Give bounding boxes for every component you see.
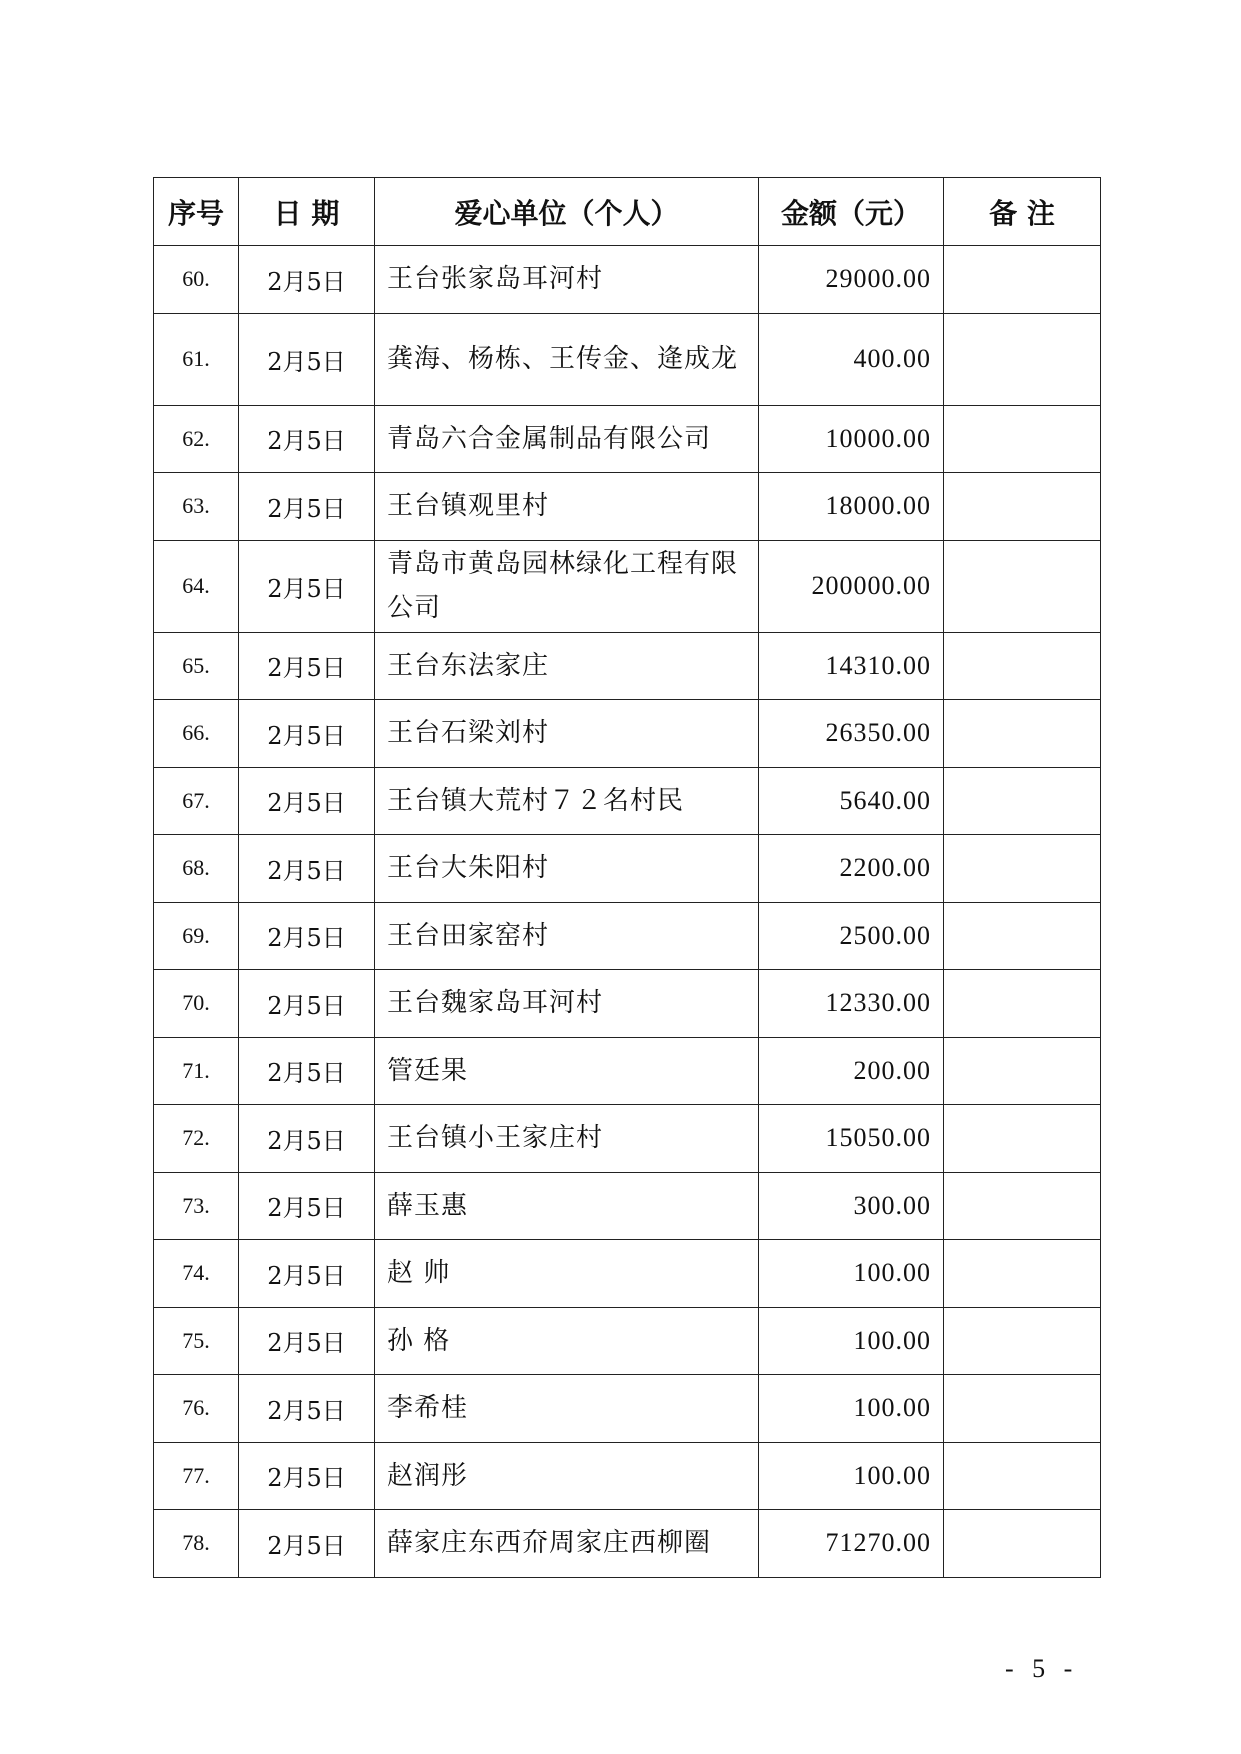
- row-date: 2月5日: [239, 1375, 375, 1443]
- row-amount: 14310.00: [759, 632, 944, 700]
- row-date: 2月5日: [239, 1307, 375, 1375]
- row-note: [944, 473, 1101, 541]
- row-no: 74.: [154, 1240, 239, 1308]
- row-note: [944, 902, 1101, 970]
- row-amount: 29000.00: [759, 246, 944, 314]
- table-row: [154, 1172, 1101, 1240]
- table-row: [154, 767, 1101, 835]
- row-note: [944, 1375, 1101, 1443]
- row-note: [944, 1240, 1101, 1308]
- row-date: 2月5日: [239, 970, 375, 1038]
- row-donor: 龚海、杨栋、王传金、逄成龙: [375, 313, 759, 405]
- row-date: 2月5日: [239, 246, 375, 314]
- row-donor: 王台镇大荒村７２名村民: [375, 767, 759, 835]
- row-note: [944, 1307, 1101, 1375]
- row-note: [944, 835, 1101, 903]
- row-no: 75.: [154, 1307, 239, 1375]
- row-date: 2月5日: [239, 1240, 375, 1308]
- row-no: 62.: [154, 405, 239, 473]
- page-number: - 5 -: [1005, 1654, 1079, 1683]
- row-amount: 200000.00: [759, 540, 944, 632]
- row-no: 70.: [154, 970, 239, 1038]
- row-donor: 青岛市黄岛园林绿化工程有限公司: [375, 540, 759, 632]
- row-date: 2月5日: [239, 835, 375, 903]
- table-row: [154, 405, 1101, 473]
- row-amount: 26350.00: [759, 700, 944, 768]
- row-amount: 400.00: [759, 313, 944, 405]
- row-date: 2月5日: [239, 632, 375, 700]
- row-no: 76.: [154, 1375, 239, 1443]
- row-amount: 5640.00: [759, 767, 944, 835]
- row-note: [944, 767, 1101, 835]
- row-note: [944, 313, 1101, 405]
- row-amount: 2200.00: [759, 835, 944, 903]
- row-note: [944, 1037, 1101, 1105]
- row-amount: 100.00: [759, 1375, 944, 1443]
- row-amount: 18000.00: [759, 473, 944, 541]
- row-note: [944, 1442, 1101, 1510]
- row-donor: 王台镇小王家庄村: [375, 1105, 759, 1173]
- table-row: [154, 1510, 1101, 1578]
- table-row: [154, 246, 1101, 314]
- row-no: 71.: [154, 1037, 239, 1105]
- row-donor: 薛家庄东西夼周家庄西柳圈: [375, 1510, 759, 1578]
- table-row: [154, 1240, 1101, 1308]
- table-row: [154, 835, 1101, 903]
- row-no: 68.: [154, 835, 239, 903]
- table-row: [154, 1037, 1101, 1105]
- row-donor: 青岛六合金属制品有限公司: [375, 405, 759, 473]
- row-donor: 王台魏家岛耳河村: [375, 970, 759, 1038]
- row-note: [944, 970, 1101, 1038]
- row-donor: 孙 格: [375, 1307, 759, 1375]
- row-date: 2月5日: [239, 405, 375, 473]
- row-no: 66.: [154, 700, 239, 768]
- row-note: [944, 632, 1101, 700]
- row-date: 2月5日: [239, 1510, 375, 1578]
- row-donor: 管廷果: [375, 1037, 759, 1105]
- row-amount: 10000.00: [759, 405, 944, 473]
- table-row: [154, 902, 1101, 970]
- row-donor: 王台镇观里村: [375, 473, 759, 541]
- table-row: [154, 632, 1101, 700]
- row-donor: 赵 帅: [375, 1240, 759, 1308]
- row-donor: 赵润彤: [375, 1442, 759, 1510]
- row-no: 61.: [154, 313, 239, 405]
- row-date: 2月5日: [239, 473, 375, 541]
- row-donor: 李希桂: [375, 1375, 759, 1443]
- table-row: [154, 1105, 1101, 1173]
- table-row: [154, 1442, 1101, 1510]
- row-no: 63.: [154, 473, 239, 541]
- donation-table: [153, 177, 1101, 1578]
- row-donor: 薛玉惠: [375, 1172, 759, 1240]
- row-donor: 王台田家窑村: [375, 902, 759, 970]
- row-no: 60.: [154, 246, 239, 314]
- row-amount: 15050.00: [759, 1105, 944, 1173]
- row-donor: 王台张家岛耳河村: [375, 246, 759, 314]
- row-amount: 12330.00: [759, 970, 944, 1038]
- header-amount: 金额（元）: [759, 178, 944, 246]
- row-amount: 100.00: [759, 1442, 944, 1510]
- table-row: [154, 1307, 1101, 1375]
- row-no: 78.: [154, 1510, 239, 1578]
- row-note: [944, 540, 1101, 632]
- row-date: 2月5日: [239, 1037, 375, 1105]
- row-donor: 王台东法家庄: [375, 632, 759, 700]
- header-donor: 爱心单位（个人）: [375, 178, 759, 246]
- header-no: 序号: [154, 178, 239, 246]
- row-date: 2月5日: [239, 767, 375, 835]
- row-amount: 200.00: [759, 1037, 944, 1105]
- row-date: 2月5日: [239, 1172, 375, 1240]
- row-no: 77.: [154, 1442, 239, 1510]
- table-row: [154, 970, 1101, 1038]
- table-header-row: [154, 178, 1101, 246]
- row-date: 2月5日: [239, 700, 375, 768]
- row-no: 69.: [154, 902, 239, 970]
- row-note: [944, 1105, 1101, 1173]
- row-amount: 71270.00: [759, 1510, 944, 1578]
- row-date: 2月5日: [239, 540, 375, 632]
- table-row: [154, 313, 1101, 405]
- table-row: [154, 700, 1101, 768]
- row-amount: 300.00: [759, 1172, 944, 1240]
- row-date: 2月5日: [239, 313, 375, 405]
- table-row: [154, 540, 1101, 632]
- row-no: 65.: [154, 632, 239, 700]
- header-date: 日 期: [239, 178, 375, 246]
- row-no: 67.: [154, 767, 239, 835]
- row-no: 72.: [154, 1105, 239, 1173]
- row-note: [944, 1172, 1101, 1240]
- row-amount: 100.00: [759, 1307, 944, 1375]
- row-note: [944, 405, 1101, 473]
- table-row: [154, 473, 1101, 541]
- row-donor: 王台大朱阳村: [375, 835, 759, 903]
- row-note: [944, 1510, 1101, 1578]
- row-no: 73.: [154, 1172, 239, 1240]
- row-amount: 2500.00: [759, 902, 944, 970]
- table-row: [154, 1375, 1101, 1443]
- header-note: 备 注: [944, 178, 1101, 246]
- row-date: 2月5日: [239, 1105, 375, 1173]
- row-donor: 王台石梁刘村: [375, 700, 759, 768]
- row-note: [944, 700, 1101, 768]
- row-date: 2月5日: [239, 1442, 375, 1510]
- row-no: 64.: [154, 540, 239, 632]
- row-date: 2月5日: [239, 902, 375, 970]
- row-amount: 100.00: [759, 1240, 944, 1308]
- row-note: [944, 246, 1101, 314]
